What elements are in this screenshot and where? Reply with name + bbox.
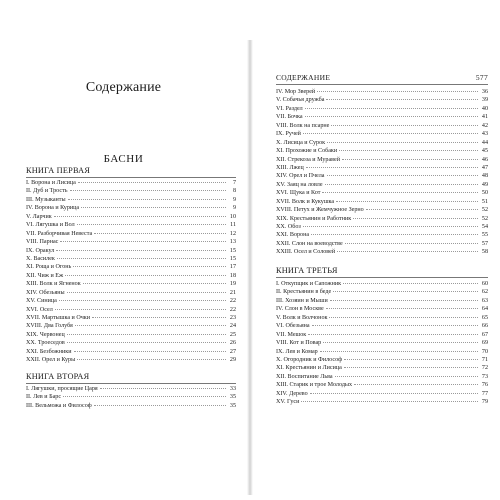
- toc-entry-title: XXII. Слон на воеводстве: [276, 240, 343, 247]
- dot-leader: [326, 304, 478, 309]
- toc-entry-title: XIV. Обезьяны: [26, 289, 65, 296]
- toc-entry-page: 52: [481, 207, 488, 214]
- toc-entry-page: 57: [481, 240, 488, 247]
- toc-entry-title: XVI. Щука и Кот: [276, 190, 321, 197]
- dot-leader: [56, 246, 226, 251]
- toc-entry-title: V. Собачья дружба: [276, 97, 325, 104]
- toc-entry-page: 29: [229, 357, 236, 364]
- book-title-2: КНИГА ВТОРАЯ: [26, 372, 90, 381]
- dot-leader: [330, 296, 478, 301]
- toc-entry-title: XII. Воспитание Льва: [276, 373, 333, 380]
- toc-entry-list: [276, 280, 488, 407]
- toc-entry-title: VIII. Кот и Повар: [276, 340, 322, 347]
- toc-entry-page: 60: [481, 281, 488, 287]
- toc-entry-title: VII. Мешок: [276, 331, 307, 338]
- dot-leader: [81, 203, 226, 208]
- toc-entry-title: XII. Чиж и Еж: [26, 272, 64, 279]
- dot-leader: [94, 401, 226, 406]
- toc-entry-title: XVIII. Два Голубя: [26, 323, 73, 330]
- toc-entry-page: 47: [481, 164, 488, 171]
- toc-entry-page: 54: [481, 224, 488, 230]
- dot-leader: [353, 214, 478, 219]
- dot-leader: [57, 254, 226, 259]
- dot-leader: [306, 163, 478, 168]
- toc-entry-page: 35: [229, 394, 236, 401]
- dot-leader: [333, 287, 478, 292]
- toc-entry-page: 23: [229, 315, 236, 321]
- toc-entry-title: XV. Гуси: [276, 399, 300, 406]
- toc-entry-title: XVI. Осел: [26, 306, 53, 313]
- right-page: [253, 0, 500, 500]
- toc-entry-page: 11: [230, 222, 236, 229]
- dot-leader: [67, 330, 226, 335]
- toc-entry-page: 9: [232, 205, 236, 212]
- dot-leader: [308, 330, 478, 335]
- toc-entry-page: 72: [481, 365, 488, 372]
- toc-entry-title: IX. Ручей: [276, 131, 301, 138]
- toc-entry-title: XX. Обоз: [276, 224, 301, 230]
- toc-entry-page: 36: [481, 89, 488, 95]
- toc-entry-page: 58: [481, 249, 488, 256]
- running-header-title: СОДЕРЖАНИЕ: [276, 73, 331, 82]
- toc-entry-page: 48: [481, 173, 488, 180]
- dot-leader: [311, 230, 478, 235]
- dot-leader: [77, 355, 226, 360]
- toc-entry-page: 39: [481, 97, 488, 104]
- toc-entry: [26, 402, 236, 410]
- dot-leader: [83, 279, 226, 284]
- left-page: [0, 0, 247, 500]
- dot-leader: [337, 247, 478, 252]
- header-rule: [276, 84, 488, 85]
- toc-entry-page: 33: [229, 386, 236, 392]
- toc-entry-title: XXII. Орел и Куры: [26, 357, 76, 364]
- toc-entry-title: II. Лев и Барс: [26, 394, 62, 401]
- toc-entry-page: 70: [481, 348, 488, 355]
- dot-leader: [75, 321, 226, 326]
- dot-leader: [78, 178, 226, 183]
- dot-leader: [55, 305, 226, 310]
- toc-entry-title: XXIII. Осел и Соловей: [276, 249, 336, 256]
- toc-entry-title: XIII. Старик и трое Молодых: [276, 382, 353, 389]
- toc-entry-page: 17: [229, 264, 236, 271]
- section-title: БАСНИ: [103, 153, 144, 165]
- toc-entry-title: XIII. Лжец: [276, 164, 304, 171]
- toc-entry-page: 46: [481, 156, 488, 163]
- toc-entry-title: X. Василек: [26, 255, 55, 262]
- book-title-3: КНИГА ТРЕТЬЯ: [276, 266, 338, 275]
- toc-entry-title: XV. Заяц на ловле: [276, 181, 323, 188]
- dot-leader: [327, 171, 478, 176]
- toc-entry-page: 77: [481, 390, 488, 397]
- toc-entry-page: 52: [481, 215, 488, 222]
- dot-leader: [303, 129, 478, 134]
- toc-entry-title: XIX. Червонец: [26, 331, 65, 338]
- toc-entry-title: IV. Ворона и Курица: [26, 205, 80, 212]
- dot-leader: [329, 313, 478, 318]
- dot-leader: [100, 384, 226, 389]
- dot-leader: [343, 279, 478, 284]
- toc-entry-title: XVII. Мартышка и Очки: [26, 315, 91, 321]
- dot-leader: [342, 155, 478, 160]
- toc-entry-title: IV. Мор Зверей: [276, 89, 316, 95]
- dot-leader: [305, 112, 478, 117]
- dot-leader: [310, 389, 478, 394]
- toc-entry-page: 8: [232, 188, 236, 195]
- toc-entry-title: XIV. Дерево: [276, 390, 308, 397]
- dot-leader: [70, 186, 226, 191]
- dot-leader: [74, 347, 226, 352]
- dot-leader: [67, 338, 226, 343]
- page-number: 577: [475, 73, 488, 82]
- toc-entry-list: [26, 179, 236, 365]
- toc-entry-title: I. Откупщик и Сапожник: [276, 281, 342, 287]
- toc-entry-page: 43: [481, 131, 488, 138]
- toc-entry-title: VI. Раздел: [276, 105, 303, 112]
- toc-entry-page: 25: [229, 331, 236, 338]
- toc-entry-page: 44: [481, 139, 488, 146]
- toc-entry-page: 40: [481, 105, 488, 112]
- toc-entry-title: II. Крестьянин в беде: [276, 289, 332, 296]
- toc-entry-page: 65: [481, 314, 488, 321]
- dot-leader: [94, 229, 226, 234]
- toc-entry-title: X. Лисица и Сурок: [276, 139, 326, 146]
- toc-entry-page: 41: [481, 114, 488, 121]
- toc-entry-title: XXI. Безбожники: [26, 348, 72, 355]
- toc-entry-page: 50: [481, 190, 488, 197]
- toc-entry-title: XIII. Волк и Ягненок: [26, 281, 81, 288]
- dot-leader: [326, 95, 478, 100]
- dot-leader: [65, 271, 226, 276]
- toc-entry: [26, 356, 236, 364]
- toc-entry-title: XIV. Орел и Пчела: [276, 173, 325, 180]
- dot-leader: [63, 392, 226, 397]
- toc-entry-page: 73: [481, 373, 488, 380]
- toc-entry-title: V. Ларчик: [26, 213, 52, 220]
- toc-entry-page: 35: [229, 402, 236, 409]
- dot-leader: [59, 296, 226, 301]
- toc-entry-title: VI. Обезьяна: [276, 323, 310, 330]
- dot-leader: [303, 222, 478, 227]
- toc-entry-title: XI. Прохожие и Собаки: [276, 148, 338, 155]
- dot-leader: [336, 197, 478, 202]
- toc-entry-page: 15: [229, 255, 236, 262]
- toc-entry-title: I. Лягушки, просящие Царя: [26, 386, 98, 392]
- dot-leader: [320, 347, 478, 352]
- toc-entry-title: IV. Слон в Москве: [276, 306, 324, 313]
- toc-entry-list: [26, 385, 236, 410]
- dot-leader: [92, 313, 226, 318]
- dot-leader: [67, 288, 226, 293]
- toc-entry-title: IX. Лев и Комар: [276, 348, 318, 355]
- dot-leader: [331, 121, 478, 126]
- book-title-1: КНИГА ПЕРВАЯ: [26, 166, 91, 175]
- toc-entry-page: 9: [232, 196, 236, 203]
- toc-entry-page: 7: [232, 180, 236, 186]
- toc-entry-title: XI. Крестьянин и Лисица: [276, 365, 342, 372]
- toc-entry-page: 55: [481, 232, 488, 239]
- dot-leader: [68, 195, 226, 200]
- dot-leader: [354, 380, 478, 385]
- toc-entry-title: X. Огородник и Философ: [276, 356, 343, 363]
- toc-entry-page: 22: [229, 306, 236, 313]
- dot-leader: [317, 87, 478, 92]
- toc-entry-title: VII. Бочка: [276, 114, 303, 121]
- toc-entry-page: 76: [481, 382, 488, 389]
- toc-entry-page: 79: [481, 399, 488, 406]
- toc-entry-title: XX. Троеседов: [26, 340, 65, 347]
- toc-entry-page: 51: [481, 198, 488, 205]
- toc-entry-page: 10: [229, 213, 236, 220]
- book-title-rule: [276, 277, 488, 278]
- toc-entry-page: 24: [229, 323, 236, 330]
- toc-entry-title: III. Музыканты: [26, 196, 66, 203]
- toc-entry-title: XXI. Ворона: [276, 232, 310, 239]
- toc-entry-title: VII. Разборчивая Невеста: [26, 230, 93, 237]
- toc-entry: [276, 398, 488, 406]
- toc-entry-title: VIII. Парнас: [26, 239, 59, 246]
- toc-entry-page: 18: [229, 272, 236, 279]
- dot-leader: [305, 104, 478, 109]
- toc-entry-page: 42: [481, 122, 488, 129]
- toc-entry-title: XVII. Волк и Кукушка: [276, 198, 335, 205]
- dot-leader: [345, 239, 478, 244]
- toc-entry-page: 21: [229, 289, 236, 296]
- toc-entry-page: 15: [229, 247, 236, 254]
- dot-leader: [344, 355, 478, 360]
- toc-entry-title: IX. Оракул: [26, 247, 55, 254]
- toc-entry-title: XIX. Крестьянин и Работник: [276, 215, 352, 222]
- toc-entry-title: XII. Стрекоза и Муравей: [276, 156, 340, 163]
- toc-entry-page: 27: [229, 348, 236, 355]
- toc-entry-page: 66: [481, 323, 488, 330]
- dot-leader: [325, 180, 478, 185]
- toc-entry-page: 19: [229, 281, 236, 288]
- dot-leader: [301, 397, 478, 402]
- toc-entry-page: 63: [481, 297, 488, 304]
- toc-entry-page: 13: [229, 239, 236, 246]
- toc-entry-page: 67: [481, 331, 488, 338]
- toc-title: Содержание: [85, 80, 162, 95]
- toc-entry-title: V. Волк и Волчонок: [276, 314, 328, 321]
- toc-entry-title: III. Вельможа и Философ: [26, 402, 92, 409]
- toc-entry-title: XVIII. Петух и Жемчужное Зерно: [276, 207, 364, 214]
- toc-entry-page: 12: [229, 230, 236, 237]
- toc-entry-page: 26: [229, 340, 236, 347]
- toc-entry-title: III. Хозяин и Мыши: [276, 297, 328, 304]
- toc-entry-title: I. Ворона и Лисица: [26, 180, 76, 186]
- toc-entry-page: 69: [481, 340, 488, 347]
- dot-leader: [312, 321, 478, 326]
- toc-entry-page: 45: [481, 148, 488, 155]
- dot-leader: [335, 372, 478, 377]
- toc-entry-title: VIII. Волк на псарне: [276, 122, 330, 129]
- dot-leader: [366, 205, 478, 210]
- toc-entry-title: XV. Синица: [26, 298, 57, 305]
- toc-entry-page: 62: [481, 289, 488, 296]
- dot-leader: [344, 363, 478, 368]
- toc-entry-title: II. Дуб и Трость: [26, 188, 68, 195]
- dot-leader: [60, 237, 226, 242]
- toc-entry-page: 64: [481, 306, 488, 313]
- dot-leader: [339, 146, 478, 151]
- toc-entry: [276, 248, 488, 256]
- toc-entry-page: 22: [229, 298, 236, 305]
- toc-entry-title: VI. Лягушка и Вол: [26, 222, 75, 229]
- dot-leader: [73, 262, 226, 267]
- toc-entry-page: 49: [481, 181, 488, 188]
- dot-leader: [77, 220, 226, 225]
- dot-leader: [323, 338, 478, 343]
- toc-entry-page: 71: [481, 356, 488, 363]
- dot-leader: [327, 138, 478, 143]
- dot-leader: [322, 188, 478, 193]
- dot-leader: [54, 212, 226, 217]
- toc-entry-list: [276, 88, 488, 257]
- toc-entry-title: XI. Роща и Огонь: [26, 264, 72, 271]
